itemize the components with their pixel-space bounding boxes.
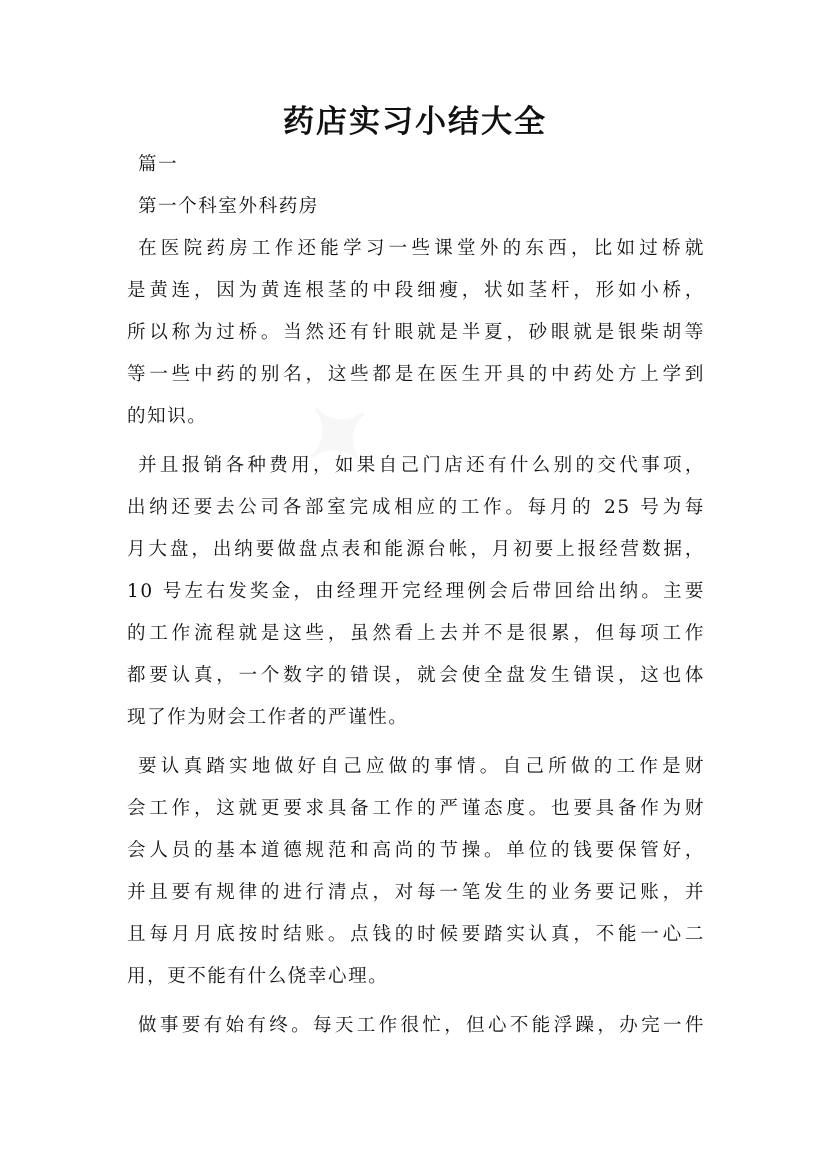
paragraph-2: [127, 445, 705, 739]
paragraph-line: 月大盘，出纳要做盘点表和能源台帐，月初要上报经营数据，: [127, 539, 705, 560]
paragraph-line: 等一些中药的别名，这些都是在医生开具的中药处方上学到: [127, 364, 705, 385]
paragraph-line: 都要认真，一个数字的错误，就会使全盘发生错误，这也体: [127, 665, 705, 686]
document-body: [127, 144, 705, 1047]
paragraph-3: [127, 746, 705, 998]
paragraph-line: 要认真踏实地做好自己应做的事情。自己所做的工作是财: [138, 756, 705, 777]
paragraph-line: 做事要有始有终。每天工作很忙，但心不能浮躁，办完一件: [138, 1015, 705, 1036]
watermark: ✦: [275, 364, 410, 502]
paragraph-line: 会工作，这就更要求具备工作的严谨态度。也要具备作为财: [127, 798, 705, 819]
paragraph-line: 出纳还要去公司各部室完成相应的工作。每月的 25 号为每: [127, 497, 705, 518]
paragraph-line: 并且报销各种费用，如果自己门店还有什么别的交代事项，: [138, 455, 705, 476]
paragraph-line: 的知识。: [127, 406, 208, 427]
paragraph-line: 且每月月底按时结账。点钱的时候要踏实认真，不能一心二: [127, 924, 705, 945]
paragraph-line: 在医院药房工作还能学习一些课堂外的东西，比如过桥就: [138, 238, 705, 259]
paragraph-line: 会人员的基本道德规范和高尚的节操。单位的钱要保管好，: [127, 840, 705, 861]
paragraph-line: 并且要有规律的进行清点，对每一笔发生的业务要记账，并: [127, 882, 705, 903]
subheading: 第一个科室外科药房: [138, 196, 319, 217]
document-title: 药店实习小结大全: [283, 104, 547, 140]
paragraph-line: 所以称为过桥。当然还有针眼就是半夏，砂眼就是银柴胡等: [127, 322, 705, 343]
paragraph-4: [127, 1005, 705, 1047]
section-label: 篇一: [138, 154, 179, 175]
paragraph-line: 是黄连，因为黄连根茎的中段细瘦，状如茎杆，形如小桥，: [127, 280, 705, 301]
paragraph-line: 用，更不能有什么侥幸心理。: [127, 966, 389, 987]
paragraph-line: 10 号左右发奖金，由经理开完经理例会后带回给出纳。主要: [127, 581, 705, 602]
paragraph-line: 现了作为财会工作者的严谨性。: [127, 707, 409, 728]
paragraph-line: 的工作流程就是这些，虽然看上去并不是很累，但每项工作: [127, 623, 705, 644]
paragraph-1: [127, 228, 705, 438]
